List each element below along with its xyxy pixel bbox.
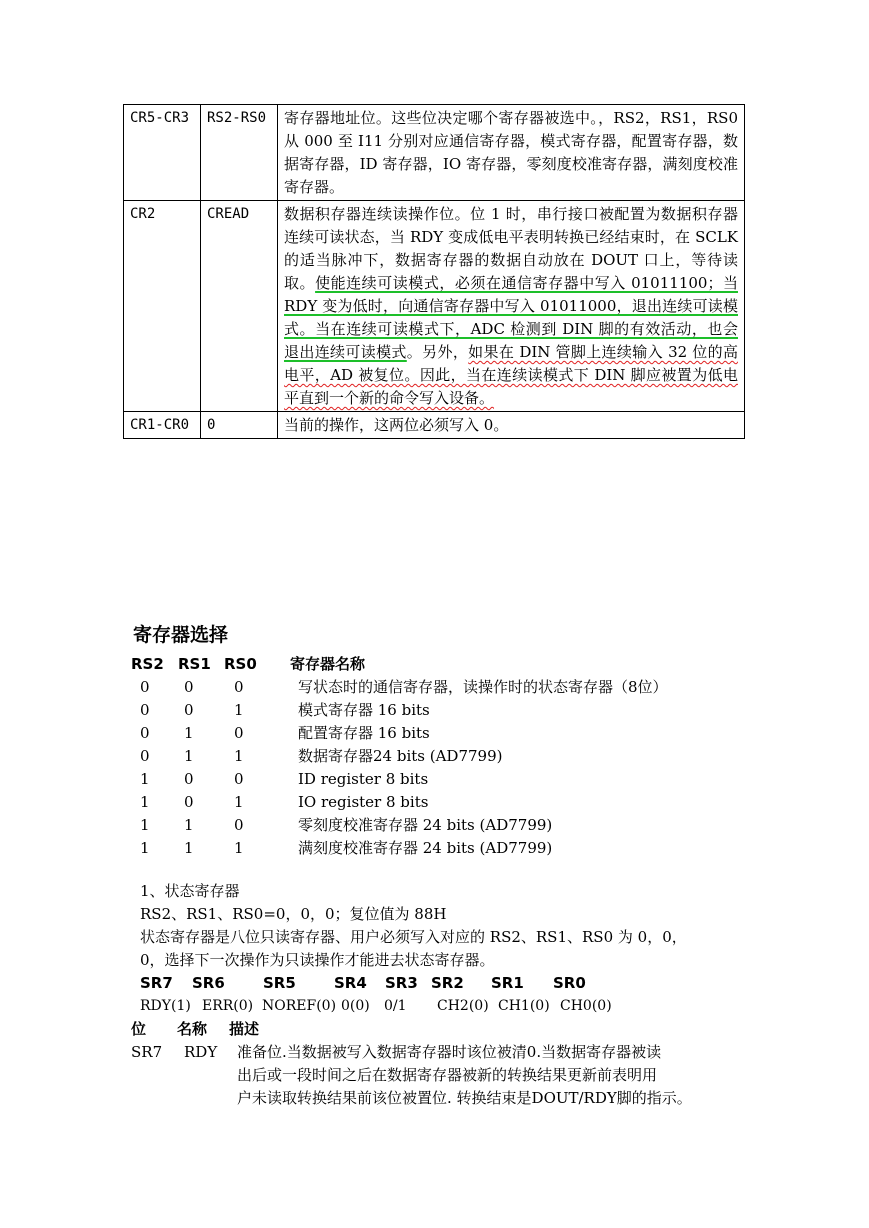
rs1-value: 0 [184, 770, 194, 788]
bit-header: SR3 [385, 974, 418, 992]
rs0-value: 1 [234, 839, 244, 857]
register-table [123, 104, 745, 439]
rs1-value: 1 [184, 724, 194, 742]
rs0-value: 1 [234, 701, 244, 719]
bit-header: SR6 [192, 974, 225, 992]
bit-header: SR0 [553, 974, 586, 992]
header-description: 描述 [229, 1020, 260, 1038]
bits-cell: CR1-CR0 [124, 412, 201, 439]
bit-header: SR7 [140, 974, 173, 992]
name-cell: 0 [201, 412, 278, 439]
bit-value: RDY(1) [140, 998, 191, 1014]
status-reset-line: RS2、RS1、RS0=0，0，0；复位值为 88H [140, 905, 447, 923]
spelling-underlined-text: 如果在 DIN 管脚上连续输入 32 位的高电平，AD 被复位。因此，当在连续读模式下 DIN 脚应被置为低电平直到一个新的命令写入设备。 [284, 343, 738, 407]
desc-line: 户未读取转换结果前该位被置位. 转换结束是DOUT/RDY脚的指示。 [237, 1089, 692, 1107]
desc-line: 出后或一段时间之后在数据寄存器被新的转换结果更新前表明用 [237, 1066, 658, 1084]
name-cell: RS2-RS0 [201, 105, 278, 201]
rs0-value: 0 [234, 816, 244, 834]
register-name: 满刻度校准寄存器 24 bits (AD7799) [298, 839, 553, 857]
select-row [0, 814, 869, 837]
section-title: 寄存器选择 [133, 624, 229, 646]
rs2-value: 1 [140, 770, 150, 788]
bit-value: CH1(0) [498, 998, 550, 1014]
bit-value: ERR(0) [202, 998, 254, 1014]
header-register-name: 寄存器名称 [290, 655, 366, 673]
rs2-value: 0 [140, 724, 150, 742]
rs1-value: 1 [184, 816, 194, 834]
desc-name: RDY [184, 1043, 218, 1061]
select-row [0, 676, 869, 699]
rs1-value: 1 [184, 839, 194, 857]
rs0-value: 0 [234, 724, 244, 742]
select-row [0, 745, 869, 768]
rs0-value: 0 [234, 678, 244, 696]
header-name: 名称 [177, 1020, 208, 1038]
select-row [0, 791, 869, 814]
header-rs2: RS2 [131, 655, 164, 673]
register-name: ID register 8 bits [298, 770, 429, 788]
register-name: 数据寄存器24 bits (AD7799) [298, 747, 503, 765]
bit-header: SR5 [263, 974, 296, 992]
bits-cell: CR2 [124, 201, 201, 412]
register-name: IO register 8 bits [298, 793, 429, 811]
register-name: 零刻度校准寄存器 24 bits (AD7799) [298, 816, 553, 834]
register-name: 配置寄存器 16 bits [298, 724, 430, 742]
table-row [124, 105, 745, 201]
desc-header-row [0, 1018, 869, 1041]
register-name: 写状态时的通信寄存器，读操作时的状态寄存器（8位） [298, 678, 668, 696]
bit-value: CH0(0) [560, 998, 612, 1014]
status-bit-values [0, 995, 869, 1018]
table-row [124, 201, 745, 412]
select-header-row [0, 653, 869, 676]
rs2-value: 1 [140, 839, 150, 857]
bit-header: SR4 [334, 974, 367, 992]
rs1-value: 1 [184, 747, 194, 765]
header-rs1: RS1 [178, 655, 211, 673]
status-heading: 1、状态寄存器 [140, 882, 240, 900]
status-desc-line: 0，选择下一次操作为只读操作才能进去状态寄存器。 [140, 951, 495, 969]
status-bit-headers [0, 972, 869, 995]
select-row [0, 699, 869, 722]
bit-header: SR2 [431, 974, 464, 992]
rs0-value: 0 [234, 770, 244, 788]
rs0-value: 1 [234, 793, 244, 811]
grammar-underlined-text: 使能连续可读模式，必须在通信寄存器中写入 01011100；当 RDY 变为低时，向通信寄存器中写入 01011000，退出连续可读模式。当在连续可读模式下，ADC 检测到 DIN 脚的有效活动，也会退出连续可读模式 [284, 274, 738, 361]
status-desc-line: 状态寄存器是八位只读寄存器、用户必须写入对应的 RS2、RS1、RS0 为 0，0， [140, 928, 687, 946]
select-row [0, 837, 869, 860]
desc-line: 准备位.当数据被写入数据寄存器时该位被清0.当数据寄存器被读 [237, 1043, 662, 1061]
rs2-value: 1 [140, 793, 150, 811]
rs2-value: 0 [140, 747, 150, 765]
description-text: 数据积存器连续读操作位。位 1 时，串行接口被配置为数据积存器连续可读状态，当 RDY 变成低电平表明转换已经结束时，在 SCLK 的适当脉冲下，数据寄存器的数据自动放在 DOUT 口上，等待读取。 [284, 205, 738, 292]
select-row [0, 722, 869, 745]
bit-value: 0/1 [384, 998, 407, 1014]
description-cell: 当前的操作，这两位必须写入 0。 [278, 412, 745, 439]
register-name: 模式寄存器 16 bits [298, 701, 430, 719]
bits-cell: CR5-CR3 [124, 105, 201, 201]
bit-value: NOREF(0) [262, 998, 337, 1014]
description-cell: 寄存器地址位。这些位决定哪个寄存器被选中。，RS2，RS1，RS0 从 000 至 I11 分别对应通信寄存器，模式寄存器，配置寄存器，数据寄存器，ID 寄存器，IO 寄存器，零刻度校准寄存器，满刻度校准寄存器。 [278, 105, 745, 201]
rs0-value: 1 [234, 747, 244, 765]
header-bit: 位 [131, 1020, 147, 1038]
rs1-value: 0 [184, 701, 194, 719]
rs1-value: 0 [184, 793, 194, 811]
bit-value: 0(0) [341, 998, 370, 1014]
desc-bit: SR7 [131, 1043, 163, 1061]
description-cell [278, 201, 745, 412]
rs2-value: 0 [140, 701, 150, 719]
select-row [0, 768, 869, 791]
table-row [124, 412, 745, 439]
rs2-value: 1 [140, 816, 150, 834]
rs1-value: 0 [184, 678, 194, 696]
bit-header: SR1 [491, 974, 524, 992]
rs2-value: 0 [140, 678, 150, 696]
name-cell: CREAD [201, 201, 278, 412]
bit-value: CH2(0) [437, 998, 489, 1014]
description-text: 。另外， [406, 343, 469, 361]
header-rs0: RS0 [224, 655, 257, 673]
